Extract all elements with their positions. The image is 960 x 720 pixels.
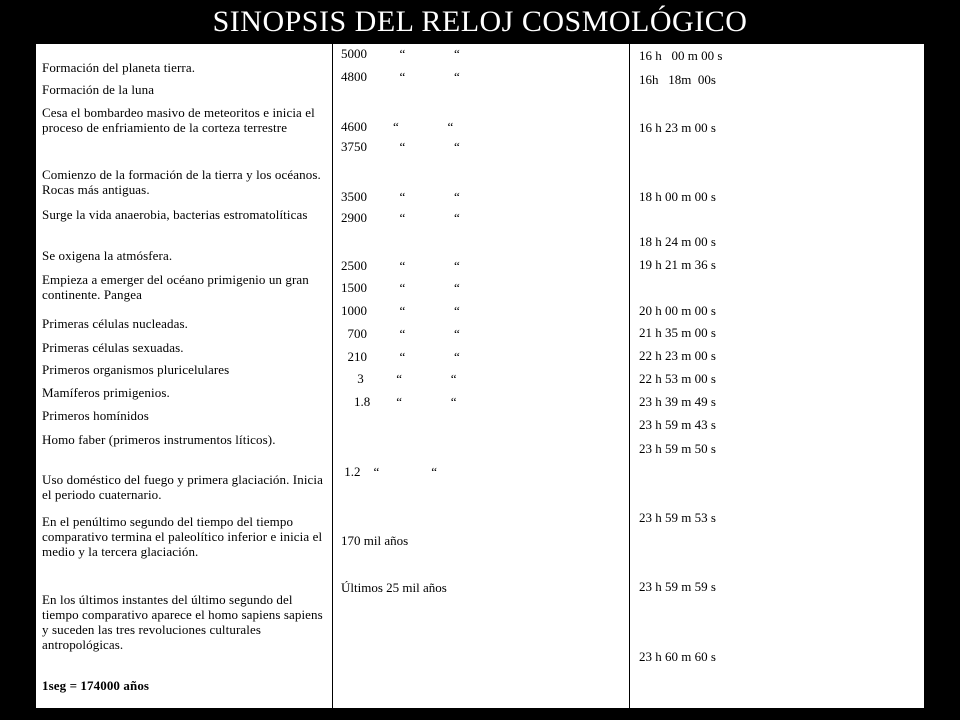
synopsis-table [36, 44, 924, 708]
event-item: En el penúltimo segundo del tiempo del tiempo comparativo termina el paleolítico inferior e inicia el medio y la tercera glaciación. [42, 514, 323, 559]
age-value: 210 “ “ [341, 349, 460, 364]
age-value: 4800 “ “ [341, 69, 460, 84]
age-value: 3750 “ “ [341, 139, 460, 154]
footnote: 1seg = 174000 años [42, 678, 150, 693]
clock-time: 23 h 59 m 43 s [639, 417, 716, 432]
times-column [630, 44, 924, 708]
event-item: Primeras células sexuadas. [42, 340, 184, 355]
clock-time: 23 h 59 m 59 s [639, 579, 716, 594]
age-value: 1500 “ “ [341, 280, 460, 295]
clock-time: 19 h 21 m 36 s [639, 257, 716, 272]
event-item: Mamíferos primigenios. [42, 385, 170, 400]
clock-time: 16h 18m 00s [639, 72, 716, 87]
age-value: 170 mil años [341, 533, 409, 548]
age-value: 3 “ “ [341, 371, 457, 386]
age-value: 5000 “ “ [341, 46, 460, 61]
clock-time: 22 h 53 m 00 s [639, 371, 716, 386]
age-value: 4600 “ “ [341, 119, 454, 134]
age-value: Últimos 25 mil años [341, 580, 447, 595]
clock-time: 18 h 00 m 00 s [639, 189, 716, 204]
event-item: Primeros homínidos [42, 408, 149, 423]
event-item: Primeras células nucleadas. [42, 316, 189, 331]
event-item: Formación de la luna [42, 82, 155, 97]
event-item: Primeros organismos pluricelulares [42, 362, 230, 377]
age-value: 2900 “ “ [341, 210, 460, 225]
clock-time: 23 h 59 m 53 s [639, 510, 716, 525]
clock-time: 16 h 00 m 00 s [639, 48, 723, 63]
clock-time: 23 h 39 m 49 s [639, 394, 716, 409]
clock-time: 16 h 23 m 00 s [639, 120, 716, 135]
age-value: 1.2 “ “ [341, 464, 438, 479]
ages-column [333, 44, 630, 708]
event-item: Comienzo de la formación de la tierra y los océanos. Rocas más antiguas. [42, 167, 321, 197]
event-item: En los últimos instantes del último segundo del tiempo comparativo aparece el homo sapiens sapiens y suceden las tres revoluciones culturales antropológicas. [42, 592, 323, 652]
event-item: Formación del planeta tierra. [42, 60, 196, 75]
event-item: Surge la vida anaerobia, bacterias estromatolíticas [42, 207, 308, 222]
age-value: 3500 “ “ [341, 189, 460, 204]
clock-time: 23 h 60 m 60 s [639, 649, 716, 664]
events-column [36, 44, 333, 708]
age-value: 1.8 “ “ [341, 394, 457, 409]
clock-time: 20 h 00 m 00 s [639, 303, 716, 318]
age-value: 2500 “ “ [341, 258, 460, 273]
event-item: Empieza a emerger del océano primigenio un gran continente. Pangea [42, 272, 309, 302]
event-item: Uso doméstico del fuego y primera glaciación. Inicia el periodo cuaternario. [42, 472, 323, 502]
clock-time: 23 h 59 m 50 s [639, 441, 716, 456]
clock-time: 18 h 24 m 00 s [639, 234, 716, 249]
event-item: Homo faber (primeros instrumentos líticos). [42, 432, 276, 447]
event-item: Se oxigena la atmósfera. [42, 248, 173, 263]
age-value: 1000 “ “ [341, 303, 460, 318]
clock-time: 22 h 23 m 00 s [639, 348, 716, 363]
clock-time: 21 h 35 m 00 s [639, 325, 716, 340]
event-item: Cesa el bombardeo masivo de meteoritos e inicia el proceso de enfriamiento de la corteza terrestre [42, 105, 315, 135]
age-value: 700 “ “ [341, 326, 460, 341]
page-title: SINOPSIS DEL RELOJ COSMOLÓGICO [212, 5, 748, 38]
